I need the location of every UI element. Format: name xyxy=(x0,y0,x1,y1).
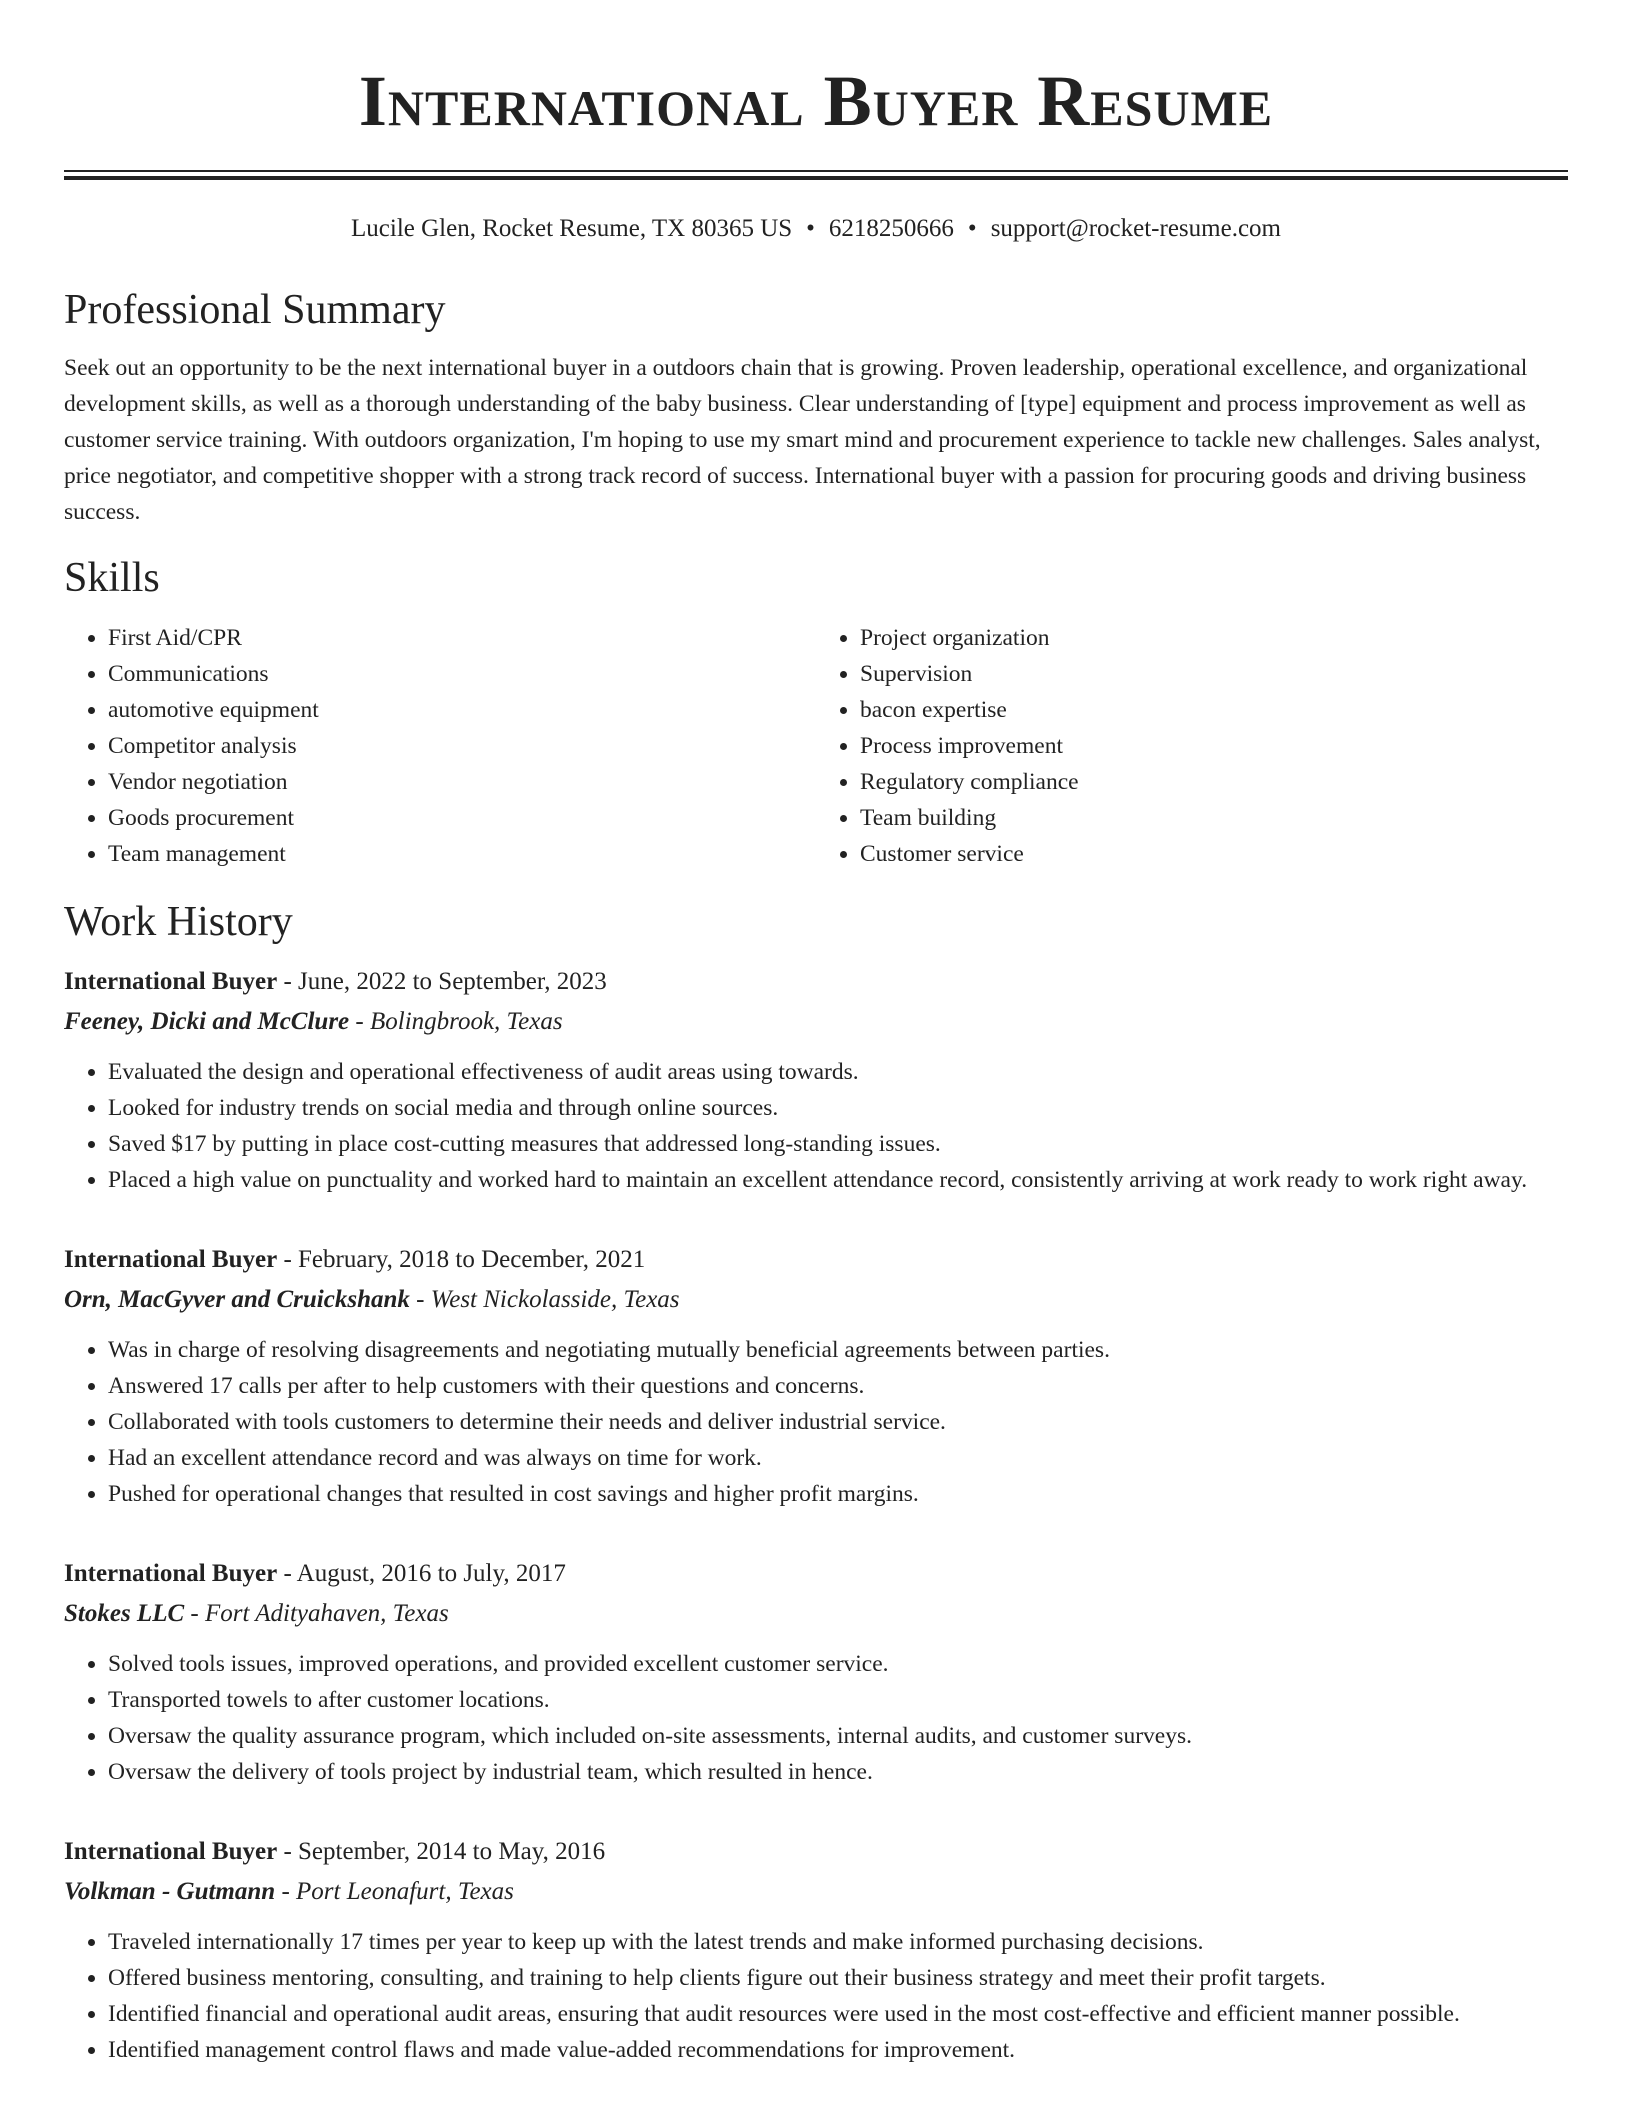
job-company: Feeney, Dicki and McClure xyxy=(64,1008,350,1035)
summary-heading: Professional Summary xyxy=(64,287,446,333)
skill-item: • bacon expertise xyxy=(860,692,1568,728)
job-company-line xyxy=(64,1002,1568,1042)
job-role: International Buyer xyxy=(64,968,278,995)
job-bullet: • Collaborated with tools customers to determine their needs and deliver industrial service. xyxy=(108,1404,1568,1440)
job-location: - Port Leonafurt, Texas xyxy=(275,1878,514,1905)
skill-item: • automotive equipment xyxy=(108,692,816,728)
job-company: Orn, MacGyver and Cruickshank xyxy=(64,1286,410,1313)
skill-item: • Team management xyxy=(108,836,816,872)
job-bullet: • Traveled internationally 17 times per year to keep up with the latest trends and make informed purchasing decisions. xyxy=(108,1924,1568,1960)
job-bullet: • Offered business mentoring, consulting, and training to help clients figure out their business strategy and meet their profit targets. xyxy=(108,1960,1568,1996)
job-bullet: • Oversaw the quality assurance program, which included on-site assessments, internal audits, and customer surveys. xyxy=(108,1718,1568,1754)
job-header xyxy=(64,1832,1568,1872)
skill-item: • Customer service xyxy=(860,836,1568,872)
job-bullet: • Solved tools issues, improved operations, and provided excellent customer service. xyxy=(108,1646,1568,1682)
skill-item: • Competitor analysis xyxy=(108,728,816,764)
job-bullets xyxy=(64,1924,1568,2068)
job-bullet: • Identified financial and operational audit areas, ensuring that audit resources were used in the most cost-effective and efficient manner possible. xyxy=(108,1996,1568,2032)
job-location: - Fort Adityahaven, Texas xyxy=(184,1600,449,1627)
job-header xyxy=(64,1240,1568,1280)
skills-column-left xyxy=(64,620,816,872)
job-dates: - June, 2022 to September, 2023 xyxy=(277,968,607,995)
job-bullet: • Oversaw the delivery of tools project by industrial team, which resulted in hence. xyxy=(108,1754,1568,1790)
work-history-heading: Work History xyxy=(64,899,293,945)
job-entry xyxy=(64,1832,1568,2068)
skill-item: • First Aid/CPR xyxy=(108,620,816,656)
job-location: - West Nickolasside, Texas xyxy=(409,1286,680,1313)
skill-item: • Vendor negotiation xyxy=(108,764,816,800)
contact-line xyxy=(64,214,1568,244)
job-company: Stokes LLC xyxy=(64,1600,185,1627)
job-bullets xyxy=(64,1054,1568,1198)
job-bullet: • Pushed for operational changes that resulted in cost savings and higher profit margins. xyxy=(108,1476,1568,1512)
skill-item: • Communications xyxy=(108,656,816,692)
summary-text: Seek out an opportunity to be the next international buyer in a outdoors chain that is growing. Proven leadership, operational excellence, and organizational development skills, as well as a thorough understanding of the baby business. Clear understanding of [type] equipment and process improvement as well as customer service training. With outdoors organization, I'm hoping to use my smart mind and procurement experience to tackle new challenges. Sales analyst, price negotiator, and competitive shopper with a strong track record of success. International buyer with a passion for procuring goods and driving business success. xyxy=(64,355,1541,525)
contact-address: Lucile Glen, Rocket Resume, TX 80365 US xyxy=(351,215,793,242)
job-bullet: • Looked for industry trends on social media and through online sources. xyxy=(108,1090,1568,1126)
contact-separator: • xyxy=(967,215,977,242)
job-role: International Buyer xyxy=(64,1246,278,1273)
skill-item: • Regulatory compliance xyxy=(860,764,1568,800)
contact-email: support@rocket-resume.com xyxy=(990,215,1281,242)
job-bullet: • Was in charge of resolving disagreements and negotiating mutually beneficial agreements between parties. xyxy=(108,1332,1568,1368)
contact-phone: 6218250666 xyxy=(828,215,954,242)
skills-list xyxy=(64,620,1568,872)
job-header xyxy=(64,1554,1568,1594)
job-entry xyxy=(64,1554,1568,1790)
job-bullet: • Evaluated the design and operational effectiveness of audit areas using towards. xyxy=(108,1054,1568,1090)
job-dates: - August, 2016 to July, 2017 xyxy=(277,1560,566,1587)
job-bullets xyxy=(64,1646,1568,1790)
job-bullets xyxy=(64,1332,1568,1512)
skill-item: • Supervision xyxy=(860,656,1568,692)
job-dates: - February, 2018 to December, 2021 xyxy=(277,1246,646,1273)
job-entry xyxy=(64,962,1568,1198)
job-role: International Buyer xyxy=(64,1838,278,1865)
job-bullet: • Answered 17 calls per after to help customers with their questions and concerns. xyxy=(108,1368,1568,1404)
job-company-line xyxy=(64,1280,1568,1320)
skill-item: • Team building xyxy=(860,800,1568,836)
job-bullet: • Saved $17 by putting in place cost-cutting measures that addressed long-standing issues. xyxy=(108,1126,1568,1162)
skills-column-right xyxy=(816,620,1568,872)
job-header xyxy=(64,962,1568,1002)
job-dates: - September, 2014 to May, 2016 xyxy=(277,1838,606,1865)
skills-heading: Skills xyxy=(64,555,160,601)
job-company-line xyxy=(64,1872,1568,1912)
resume-title: International Buyer Resume xyxy=(358,61,1274,141)
job-bullet: • Placed a high value on punctuality and worked hard to maintain an excellent attendance record, consistently arriving at work ready to work right away. xyxy=(108,1162,1568,1198)
job-company: Volkman - Gutmann xyxy=(64,1878,276,1905)
job-bullet: • Had an excellent attendance record and was always on time for work. xyxy=(108,1440,1568,1476)
job-location: - Bolingbrook, Texas xyxy=(349,1008,563,1035)
job-company-line xyxy=(64,1594,1568,1634)
job-bullet: • Identified management control flaws and made value-added recommendations for improvement. xyxy=(108,2032,1568,2068)
job-entry xyxy=(64,1240,1568,1512)
skill-item: • Process improvement xyxy=(860,728,1568,764)
skill-item: • Goods procurement xyxy=(108,800,816,836)
job-role: International Buyer xyxy=(64,1560,278,1587)
title-divider xyxy=(64,170,1568,180)
job-bullet: • Transported towels to after customer locations. xyxy=(108,1682,1568,1718)
contact-separator: • xyxy=(806,215,815,242)
skill-item: • Project organization xyxy=(860,620,1568,656)
